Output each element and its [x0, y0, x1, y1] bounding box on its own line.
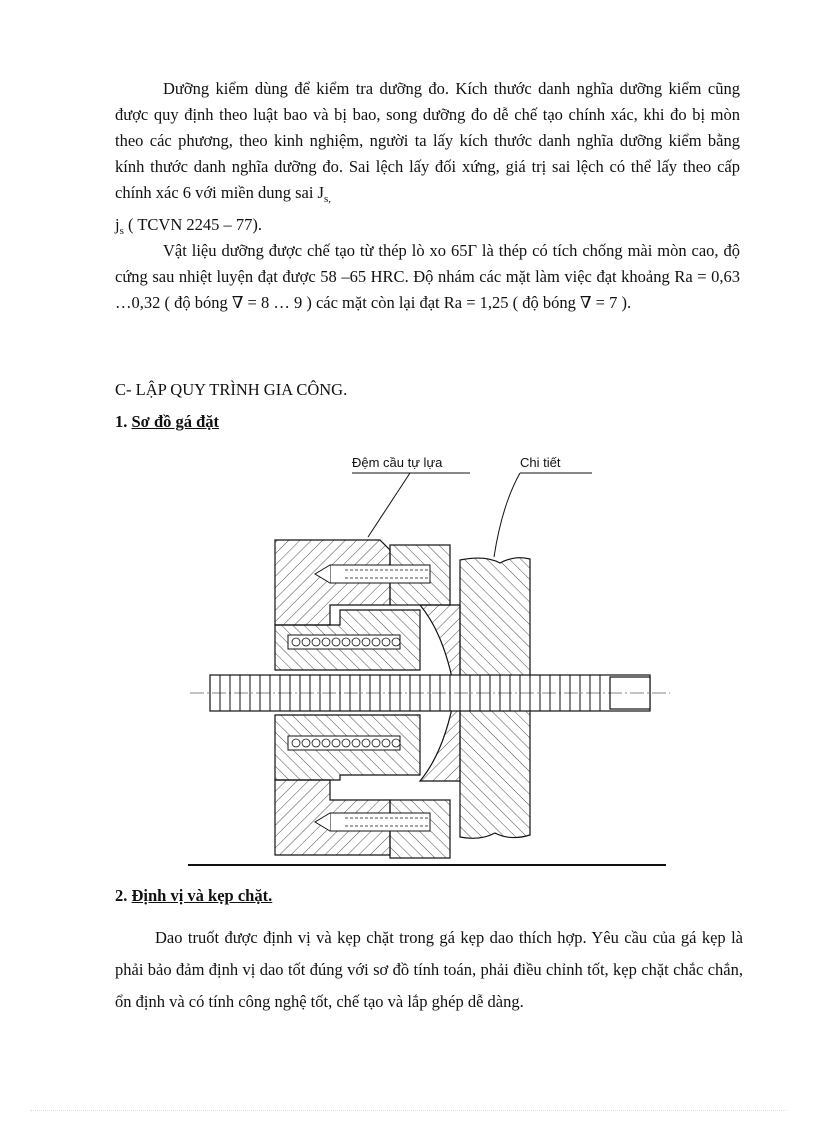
- subheading-1-title: Sơ đồ gá đặt: [131, 412, 220, 431]
- bolt-lower: [330, 813, 430, 831]
- label-spherical-washer: Đệm cầu tự lựa: [352, 455, 443, 470]
- subheading-fixture-diagram: [115, 412, 219, 432]
- paragraph-gauge-check: [115, 76, 740, 244]
- spring-upper: [288, 635, 400, 649]
- paragraph-gauge-check-text: Dưỡng kiểm dùng để kiểm tra dưỡng đo. Kích thước danh nghĩa dưỡng kiểm cũng được quy định theo luật bao và bị bao, song dưỡng đo dễ chế tạo chính xác, khi đo bị mòn theo các phương, theo kinh nghiệm, người ta lấy kích thước danh nghĩa dưỡng kiểm bằng kính thước danh nghĩa dưỡng đo. Sai lệch lấy đối xứng, giá trị sai lệch có thể lấy theo cấp chính xác 6 với miền dung sai J: [115, 79, 740, 202]
- label-workpiece: Chi tiết: [520, 455, 561, 470]
- paragraph-clamping: Dao truốt được định vị và kẹp chặt trong gá kẹp dao thích hợp. Yêu cầu của gá kẹp là phải bảo đảm định vị dao tốt đúng với sơ đồ tính toán, phải điều chỉnh tốt, kẹp chặt chắc chắn, ổn định và có tính công nghệ tốt, chế tạo và lắp ghép dễ dàng.: [115, 928, 743, 1011]
- leader-line-right: [494, 473, 520, 557]
- section-title: C- LẬP QUY TRÌNH GIA CÔNG.: [115, 380, 348, 399]
- subheading-locating-clamping: [115, 886, 272, 906]
- subheading-2-title: Định vị và kẹp chặt.: [131, 886, 273, 905]
- page-bottom-rule: [30, 1110, 786, 1111]
- subheading-1-number: 1.: [115, 412, 132, 431]
- subscript-s-lower: s: [119, 225, 124, 237]
- subscript-s: s,: [323, 193, 332, 205]
- bolt-upper: [330, 565, 430, 583]
- spring-lower: [288, 736, 400, 750]
- fixture-diagram: [180, 445, 680, 875]
- leader-line-left: [368, 473, 410, 537]
- subheading-2-number: 2.: [115, 886, 132, 905]
- paragraph-material: Vật liệu dưỡng được chế tạo từ thép lò xo 65Γ là thép có tích chống mài mòn cao, độ cứng sau nhiệt luyện đạt được 58 –65 HRC. Độ nhám các mặt làm việc đạt khoảng Ra = 0,63 …0,32 ( độ bóng ∇ = 8 … 9 ) các mặt còn lại đạt Ra = 1,25 ( độ bóng ∇ = 7 ).: [115, 241, 740, 312]
- text-j: j: [115, 215, 120, 234]
- standard-reference: ( TCVN 2245 – 77).: [123, 215, 262, 234]
